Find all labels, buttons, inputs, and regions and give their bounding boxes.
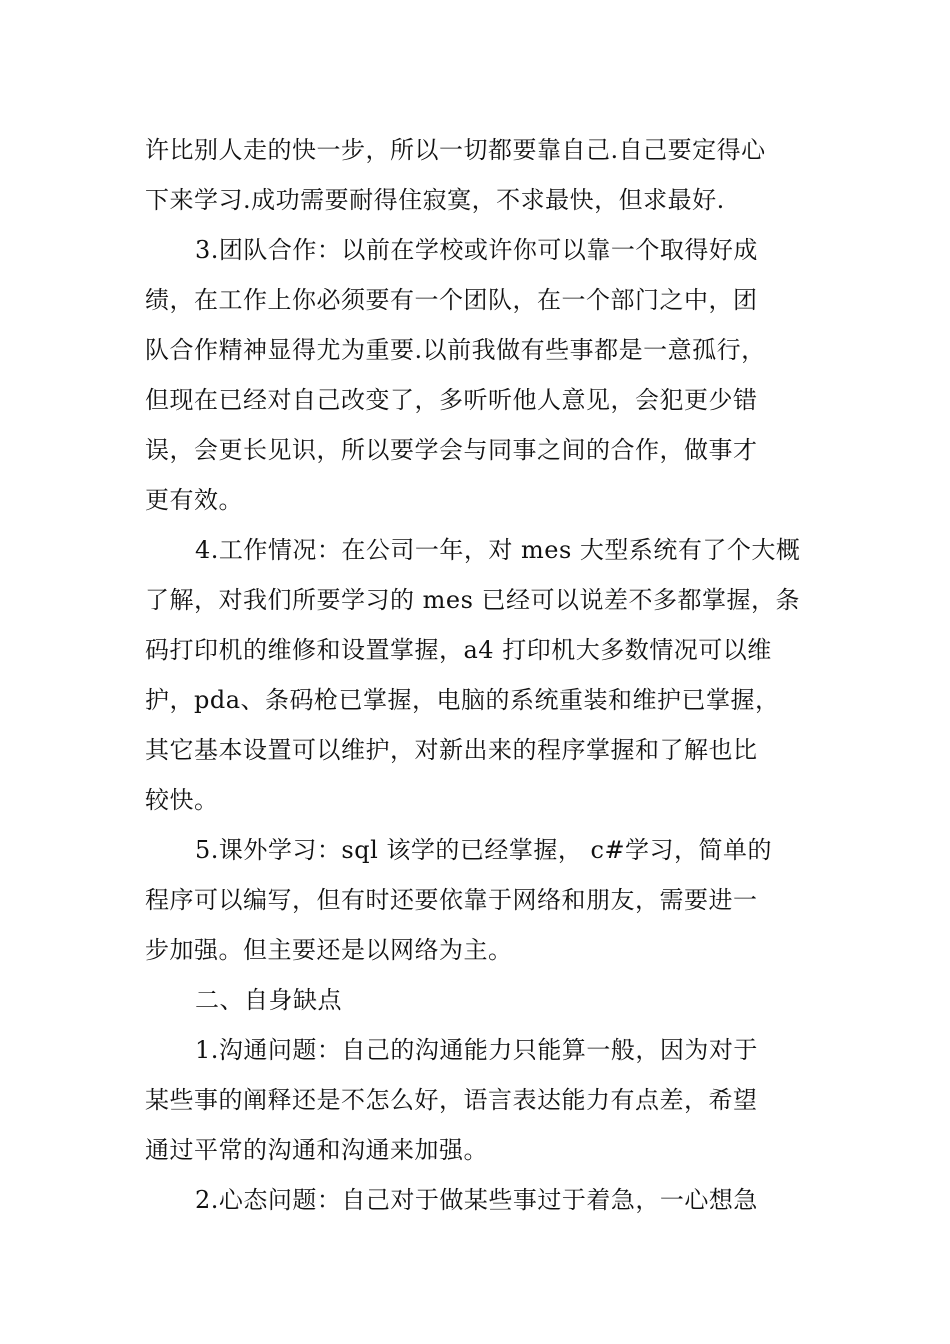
text-line: 绩，在工作上你必须要有一个团队，在一个部门之中，团	[145, 286, 758, 314]
text-line: 码打印机的维修和设置掌握，a4 打印机大多数情况可以维	[145, 636, 772, 664]
text-line: 较快。	[145, 786, 219, 814]
text-line: 许比别人走的快一步，所以一切都要靠自己.自己要定得心	[145, 136, 766, 164]
paragraph-start-line: 5.课外学习：sql 该学的已经掌握， c#学习，简单的	[195, 836, 773, 864]
text-line: 步加强。但主要还是以网络为主。	[145, 936, 513, 964]
section-heading: 二、自身缺点	[195, 986, 342, 1014]
paragraph-start-line: 2.心态问题：自己对于做某些事过于着急，一心想急	[195, 1186, 758, 1214]
paragraph-start-line: 4.工作情况：在公司一年，对 mes 大型系统有了个大概	[195, 536, 801, 564]
text-line: 更有效。	[145, 486, 243, 514]
text-line: 其它基本设置可以维护，对新出来的程序掌握和了解也比	[145, 736, 758, 764]
text-line: 但现在已经对自己改变了，多听听他人意见，会犯更少错	[145, 386, 758, 414]
text-line: 队合作精神显得尤为重要.以前我做有些事都是一意孤行，	[145, 336, 766, 364]
text-line: 了解，对我们所要学习的 mes 已经可以说差不多都掌握，条	[145, 586, 801, 614]
text-line: 通过平常的沟通和沟通来加强。	[145, 1136, 488, 1164]
text-line: 程序可以编写，但有时还要依靠于网络和朋友，需要进一	[145, 886, 758, 914]
paragraph-start-line: 1.沟通问题：自己的沟通能力只能算一般，因为对于	[195, 1036, 758, 1064]
paragraph-start-line: 3.团队合作：以前在学校或许你可以靠一个取得好成	[195, 236, 758, 264]
text-line: 护，pda、条码枪已掌握，电脑的系统重装和维护已掌握，	[145, 686, 780, 714]
text-line: 下来学习.成功需要耐得住寂寞，不求最快，但求最好.	[145, 186, 725, 214]
text-line: 误，会更长见识，所以要学会与同事之间的合作，做事才	[145, 436, 758, 464]
text-line: 某些事的阐释还是不怎么好，语言表达能力有点差，希望	[145, 1086, 758, 1114]
